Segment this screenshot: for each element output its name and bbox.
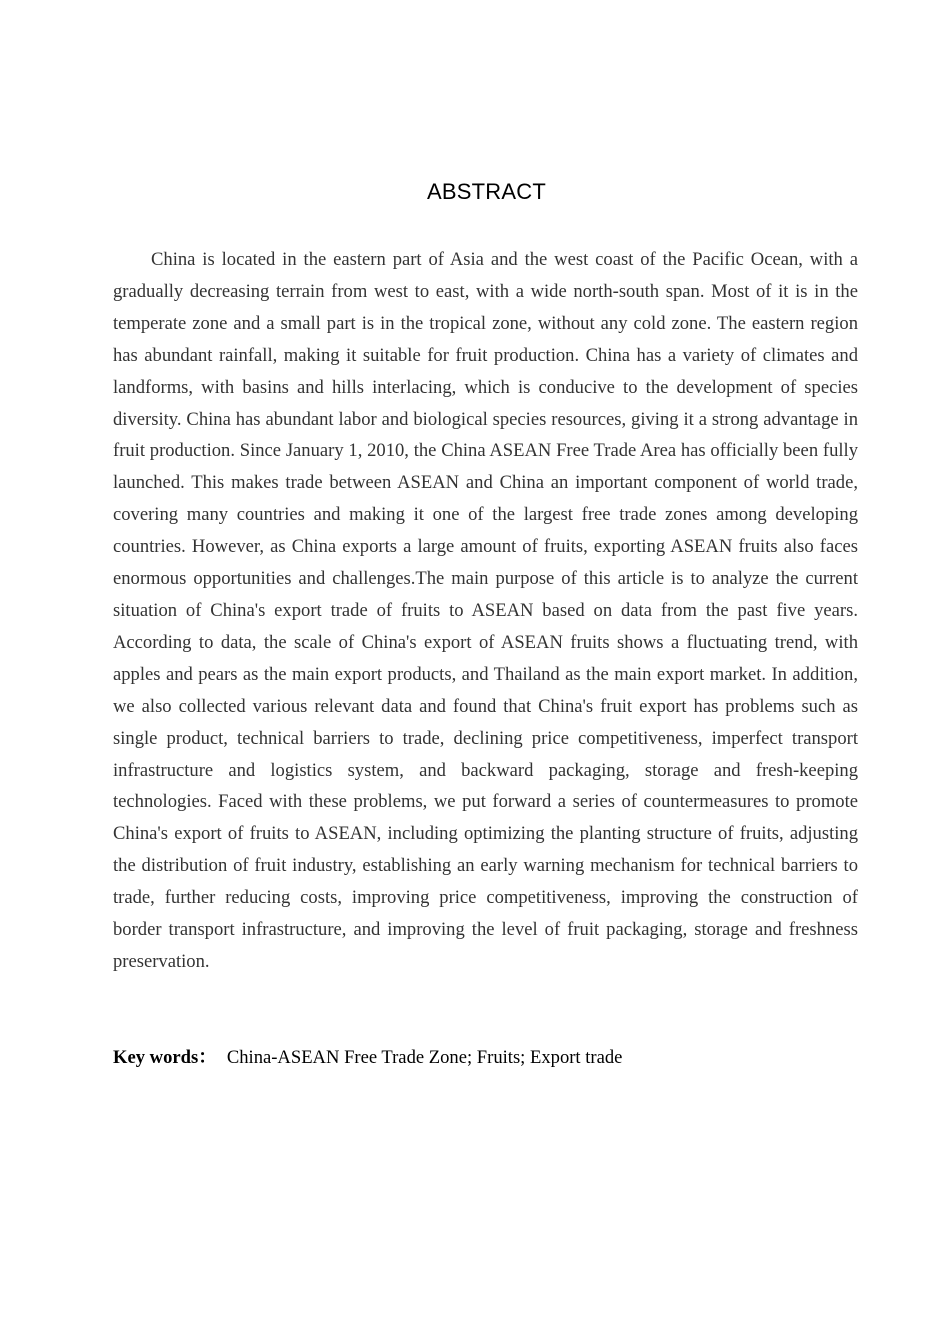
abstract-paragraph: China is located in the eastern part of Asia and the west coast of the Pacific Ocean, with a gradually decreasing terrain from west to east, with a wide north-south span. Most of it is in the temperate zone and a small part is in the tropical zone, without any cold zone. The eastern region has abundant rainfall, making it suitable for fruit production. China has a variety of climates and landforms, with basins and hills interlacing, which is conducive to the development of species diversity. China has abundant labor and biological species resources, giving it a strong advantage in fruit production. Since January 1, 2010, the China ASEAN Free Trade Area has officially been fully launched. This makes trade between ASEAN and China an important component of world trade, covering many countries and making it one of the largest free trade zones among developing countries. However, as China exports a large amount of fruits, exporting ASEAN fruits also faces enormous opportunities and challenges.The main purpose of this article is to analyze the current situation of China's export trade of fruits to ASEAN based on data from the past five years. According to data, the scale of China's export of ASEAN fruits shows a fluctuating trend, with apples and pears as the main export products, and Thailand as the main export market. In addition, we also collected various relevant data and found that China's fruit export has problems such as single product, technical barriers to trade, declining price competitiveness, imperfect transport infrastructure and logistics system, and backward packaging, storage and fresh-keeping technologies. Faced with these problems, we put forward a series of countermeasures to promote China's export of fruits to ASEAN, including optimizing the planting structure of fruits, adjusting the distribution of fruit industry, establishing an early warning mechanism for technical barriers to trade, further reducing costs, improving price competitiveness, improving the construction of border transport infrastructure, and improving the level of fruit packaging, storage and freshness preservation.: [113, 249, 858, 972]
keywords-value: China-ASEAN Free Trade Zone; Fruits; Export trade: [226, 1047, 623, 1068]
keywords-label: Key words: [113, 1047, 199, 1068]
keywords-separator: ：: [198, 1047, 217, 1068]
keywords-line: [113, 1044, 858, 1072]
abstract-heading: ABSTRACT: [427, 179, 546, 204]
